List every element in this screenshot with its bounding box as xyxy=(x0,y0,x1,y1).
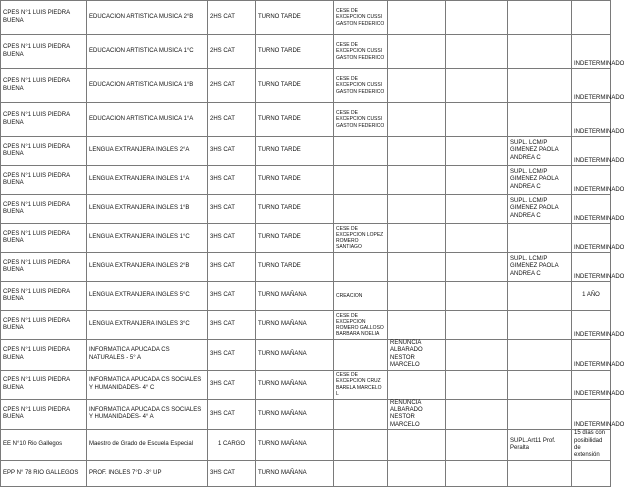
suplencia-cell xyxy=(508,399,572,430)
empty-cell xyxy=(446,311,508,340)
motivo-cell xyxy=(334,137,388,166)
table-body xyxy=(1,1,624,487)
school-cell: CPES N°1 LUIS PIEDRA BUENA xyxy=(1,103,87,137)
subject-cell: LENGUA EXTRANJERA INGLES 2°B xyxy=(87,253,208,282)
suplencia-cell: SUPL. LCM/P GIMENEZ PAOLA ANDREA C xyxy=(508,137,572,166)
hours-cell: 3HS CAT xyxy=(208,195,256,224)
duration-cell: 1 AÑO xyxy=(572,282,611,311)
table-row xyxy=(1,1,611,35)
empty-cell xyxy=(446,253,508,282)
duration-cell: INDETERMINADO xyxy=(572,35,611,69)
suplencia-cell: SUPL. LCM/P GIMENEZ PAOLA ANDREA C xyxy=(508,253,572,282)
duration-cell xyxy=(572,1,611,35)
suplencia-cell xyxy=(508,311,572,340)
empty-cell xyxy=(446,35,508,69)
suplencia-cell xyxy=(508,460,572,486)
renuncia-cell xyxy=(388,282,446,311)
subject-cell: EDUCACION ARTISTICA MUSICA 1°B xyxy=(87,69,208,103)
table-row xyxy=(1,224,611,253)
empty-cell xyxy=(446,430,508,461)
renuncia-cell: RENUNCIA ALBARADO NESTOR MARCELO xyxy=(388,399,446,430)
school-cell: CPES N°1 LUIS PIEDRA BUENA xyxy=(1,399,87,430)
suplencia-cell xyxy=(508,69,572,103)
duration-cell: INDETERMINADO xyxy=(572,137,611,166)
table-row xyxy=(1,253,611,282)
renuncia-cell xyxy=(388,224,446,253)
motivo-cell: CESE DE EXCEPCION CRUZ BARELA MARCELO L xyxy=(334,370,388,399)
duration-cell: INDETERMINADO xyxy=(572,253,611,282)
subject-cell: EDUCACION ARTISTICA MUSICA 1°A xyxy=(87,103,208,137)
duration-cell: INDETERMINADO xyxy=(572,399,611,430)
hours-cell: 3HS CAT xyxy=(208,311,256,340)
renuncia-cell xyxy=(388,430,446,461)
empty-cell xyxy=(446,1,508,35)
empty-cell xyxy=(446,340,508,371)
renuncia-cell xyxy=(388,35,446,69)
subject-cell: LENGUA EXTRANJERA INGLES 3°C xyxy=(87,311,208,340)
table-row xyxy=(1,195,611,224)
hours-cell: 2HS CAT xyxy=(208,1,256,35)
duration-cell: INDETERMINADO xyxy=(572,195,611,224)
subject-cell: EDUCACION ARTISTICA MUSICA 2°B xyxy=(87,1,208,35)
empty-cell xyxy=(446,166,508,195)
empty-cell xyxy=(446,69,508,103)
motivo-cell: CREACION xyxy=(334,282,388,311)
motivo-cell xyxy=(334,253,388,282)
suplencia-cell xyxy=(508,224,572,253)
subject-cell: INFORMATICA APUCADA CS NATURALES - 5° A xyxy=(87,340,208,371)
motivo-cell xyxy=(334,430,388,461)
table-row xyxy=(1,399,611,430)
school-cell: CPES N°1 LUIS PIEDRA BUENA xyxy=(1,370,87,399)
shift-cell: TURNO TARDE xyxy=(256,195,334,224)
school-cell: CPES N°1 LUIS PIEDRA BUENA xyxy=(1,340,87,371)
shift-cell: TURNO MAÑANA xyxy=(256,430,334,461)
empty-cell xyxy=(446,224,508,253)
subject-cell: LENGUA EXTRANJERA INGLES 5°C xyxy=(87,282,208,311)
motivo-cell: CESE DE EXCEPCION CUSSI GASTON FEDERICO xyxy=(334,103,388,137)
table-row xyxy=(1,430,611,461)
subject-cell: LENGUA EXTRANJERA INGLES 2°A xyxy=(87,137,208,166)
school-cell: CPES N°1 LUIS PIEDRA BUENA xyxy=(1,311,87,340)
suplencia-cell: SUPL. LCM/P GIMENEZ PAOLA ANDREA C xyxy=(508,195,572,224)
empty-cell xyxy=(446,460,508,486)
duration-cell: 15 días con posibilidad de extensión xyxy=(572,430,611,461)
table-row xyxy=(1,166,611,195)
shift-cell: TURNO TARDE xyxy=(256,69,334,103)
table-row xyxy=(1,35,611,69)
hours-cell: 3HS CAT xyxy=(208,137,256,166)
subject-cell: Maestro de Grado de Escuela Especial xyxy=(87,430,208,461)
subject-cell: INFORMATICA APUCADA CS SOCIALES Y HUMANIDADES- 4° A xyxy=(87,399,208,430)
duration-cell: INDETERMINADO xyxy=(572,224,611,253)
suplencia-cell: SUPL.Art11 Prof. Peralta xyxy=(508,430,572,461)
school-cell: CPES N°1 LUIS PIEDRA BUENA xyxy=(1,282,87,311)
subject-cell: PROF. INGLES 7°D -3° UP xyxy=(87,460,208,486)
hours-cell: 2HS CAT xyxy=(208,35,256,69)
duration-cell: INDETERMINADO xyxy=(572,166,611,195)
suplencia-cell: SUPL. LCM/P GIMENEZ PAOLA ANDREA C xyxy=(508,166,572,195)
renuncia-cell xyxy=(388,166,446,195)
shift-cell: TURNO TARDE xyxy=(256,224,334,253)
motivo-cell: CESE DE EXCEPCION CUSSI GASTON FEDERICO xyxy=(334,35,388,69)
empty-cell xyxy=(446,399,508,430)
suplencia-cell xyxy=(508,370,572,399)
school-cell: EE N°10 Rio Gallegos xyxy=(1,430,87,461)
renuncia-cell xyxy=(388,195,446,224)
shift-cell: TURNO TARDE xyxy=(256,166,334,195)
hours-cell: 3HS CAT xyxy=(208,166,256,195)
renuncia-cell: RENUNCIA ALBARADO NESTOR MARCELO xyxy=(388,340,446,371)
school-cell: CPES N°1 LUIS PIEDRA BUENA xyxy=(1,69,87,103)
table-row xyxy=(1,103,611,137)
table-row xyxy=(1,69,611,103)
hours-cell: 3HS CAT xyxy=(208,253,256,282)
motivo-cell xyxy=(334,166,388,195)
hours-cell: 3HS CAT xyxy=(208,340,256,371)
shift-cell: TURNO MAÑANA xyxy=(256,282,334,311)
table-row xyxy=(1,340,611,371)
shift-cell: TURNO MAÑANA xyxy=(256,370,334,399)
shift-cell: TURNO TARDE xyxy=(256,137,334,166)
suplencia-cell xyxy=(508,35,572,69)
duration-cell: INDETERMINADO xyxy=(572,311,611,340)
table-row xyxy=(1,460,611,486)
empty-cell xyxy=(446,103,508,137)
table-row xyxy=(1,282,611,311)
motivo-cell: CESE DE EXCEPCION LOPEZ ROMERO SANTIAGO xyxy=(334,224,388,253)
empty-cell xyxy=(446,137,508,166)
subject-cell: LENGUA EXTRANJERA INGLES 1°C xyxy=(87,224,208,253)
duration-cell xyxy=(572,460,611,486)
suplencia-cell xyxy=(508,282,572,311)
subject-cell: INFORMATICA APUCADA CS SOCIALES Y HUMANIDADES- 4° C xyxy=(87,370,208,399)
shift-cell: TURNO MAÑANA xyxy=(256,460,334,486)
school-cell: CPES N°1 LUIS PIEDRA BUENA xyxy=(1,1,87,35)
table-row xyxy=(1,370,611,399)
subject-cell: EDUCACION ARTISTICA MUSICA 1°C xyxy=(87,35,208,69)
empty-cell xyxy=(446,282,508,311)
duration-cell: INDETERMINADO xyxy=(572,370,611,399)
hours-cell: 3HS CAT xyxy=(208,399,256,430)
motivo-cell xyxy=(334,195,388,224)
school-cell: CPES N°1 LUIS PIEDRA BUENA xyxy=(1,195,87,224)
motivo-cell xyxy=(334,340,388,371)
hours-cell: 3HS CAT xyxy=(208,460,256,486)
subject-cell: LENGUA EXTRANJERA INGLES 1°B xyxy=(87,195,208,224)
suplencia-cell xyxy=(508,1,572,35)
subject-cell: LENGUA EXTRANJERA INGLES 1°A xyxy=(87,166,208,195)
renuncia-cell xyxy=(388,253,446,282)
duration-cell: INDETERMINADO xyxy=(572,103,611,137)
school-cell: CPES N°1 LUIS PIEDRA BUENA xyxy=(1,253,87,282)
hours-cell: 3HS CAT xyxy=(208,370,256,399)
table-row xyxy=(1,137,611,166)
duration-cell: INDETERMINADO xyxy=(572,69,611,103)
renuncia-cell xyxy=(388,460,446,486)
hours-cell: 3HS CAT xyxy=(208,224,256,253)
shift-cell: TURNO MAÑANA xyxy=(256,340,334,371)
renuncia-cell xyxy=(388,137,446,166)
shift-cell: TURNO MAÑANA xyxy=(256,399,334,430)
shift-cell: TURNO TARDE xyxy=(256,35,334,69)
suplencia-cell xyxy=(508,103,572,137)
motivo-cell xyxy=(334,399,388,430)
school-cell: CPES N°1 LUIS PIEDRA BUENA xyxy=(1,35,87,69)
renuncia-cell xyxy=(388,69,446,103)
empty-cell xyxy=(446,370,508,399)
motivo-cell: CESE DE EXCEPCION ROMERO GALLOSO BARBARA NOELIA xyxy=(334,311,388,340)
table-row xyxy=(1,311,611,340)
hours-cell: 2HS CAT xyxy=(208,103,256,137)
shift-cell: TURNO MAÑANA xyxy=(256,311,334,340)
renuncia-cell xyxy=(388,1,446,35)
renuncia-cell xyxy=(388,370,446,399)
school-cell: CPES N°1 LUIS PIEDRA BUENA xyxy=(1,166,87,195)
school-cell: CPES N°1 LUIS PIEDRA BUENA xyxy=(1,224,87,253)
motivo-cell: CESE DE EXCEPCION CUSSI GASTON FEDERICO xyxy=(334,69,388,103)
duration-cell: INDETERMINADO xyxy=(572,340,611,371)
shift-cell: TURNO TARDE xyxy=(256,1,334,35)
school-cell: EPP N° 78 RIO GALLEGOS xyxy=(1,460,87,486)
hours-cell: 2HS CAT xyxy=(208,69,256,103)
renuncia-cell xyxy=(388,311,446,340)
motivo-cell xyxy=(334,460,388,486)
suplencia-cell xyxy=(508,340,572,371)
hours-cell: 3HS CAT xyxy=(208,282,256,311)
motivo-cell: CESE DE EXCEPCION CUSSI GASTON FEDERICO xyxy=(334,1,388,35)
hours-cell: 1 CARGO xyxy=(208,430,256,461)
empty-cell xyxy=(446,195,508,224)
shift-cell: TURNO TARDE xyxy=(256,253,334,282)
school-cell: CPES N°1 LUIS PIEDRA BUENA xyxy=(1,137,87,166)
renuncia-cell xyxy=(388,103,446,137)
shift-cell: TURNO TARDE xyxy=(256,103,334,137)
